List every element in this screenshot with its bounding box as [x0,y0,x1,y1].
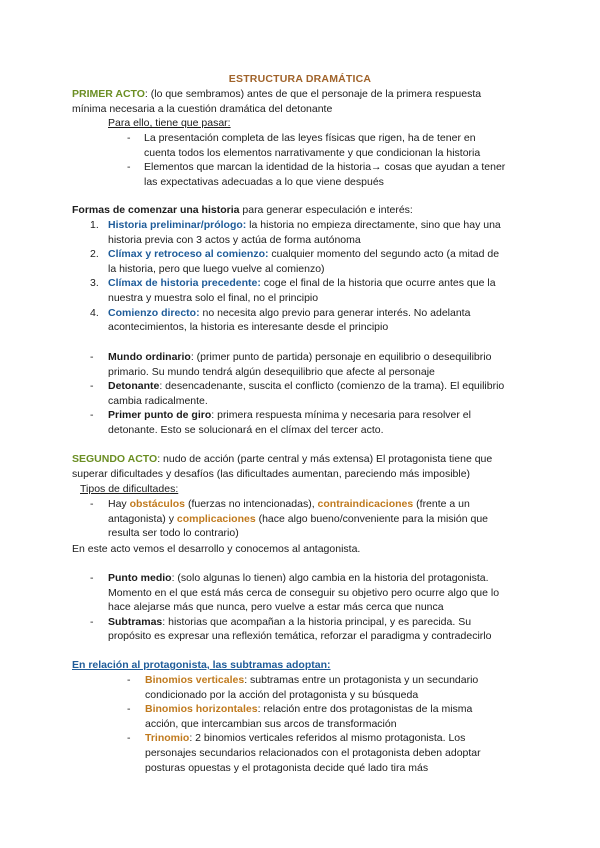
item-text: cualquier momento del segundo acto (a mitad de [268,248,500,261]
item-label: Clímax de historia precedente: [108,277,261,290]
primer-acto-section [72,87,542,116]
list-item [90,218,530,247]
item-label: Comienzo directo: [108,306,200,319]
item-text: Momento en el que está más cerca de conseguir su objetivo pero ocurre algo que lo [108,586,500,599]
item-text: : 2 binomios verticales referidos al mismo protagonista. Los [189,732,466,745]
item-text: antagonista) y [108,512,177,525]
item-text: : desencadenante, suscita el conflicto (comienzo de la trama). El equilibrio [159,380,505,393]
bullet-line: cuenta todos los elementos narrativamente y que condicionan la historia [144,146,481,159]
segundo-acto-subheading: Tipos de dificultades: [80,483,179,495]
item-text: cambia radicalmente. [108,394,208,407]
item-text: : relación entre dos protagonistas de la misma [257,703,473,716]
list-item: - Binomios horizontales: relación entre dos protagonistas de la misma acción, que intercambian sus arcos de transformación [127,702,547,731]
list-item: - Punto medio: (solo algunas lo tienen) algo cambia en la historia del protagonista. Momento en el que está más cerca de conseguir su objetivo pero ocurre algo que lo hace alejarse más que nunca, pero vuelve a estar más cerca que nunca [90,571,530,615]
term-obstaculos: obstáculos [129,498,186,510]
list-item: - Hay obstáculos (fuerzas no intencionadas), contraindicaciones (frente a un antagonista) y complicaciones (hace algo bueno/conveniente para la misión que resulta ser todo lo contrario) [90,497,530,541]
item-label: Subtramas [108,615,163,628]
subtramas-list [127,673,547,775]
list-item [90,306,530,335]
item-number: 2. [90,248,99,261]
item-text: : subtramas entre un protagonista y un secundario [244,674,479,686]
list-item: - Trinomio: 2 binomios verticales referidos al mismo protagonista. Los personajes secundarios relacionados con el protagonista deben adoptar posturas opuestas y el protagonista decide qué lado tira más [127,731,547,775]
list-item: - Mundo ordinario: (primer punto de partida) personaje en equilibrio o desequilibrio primario. Su mundo tendrá algún desequilibrio que afecte al personaje [90,350,530,379]
conceptos-list [90,350,530,438]
list-item: - Detonante: desencadenante, suscita el conflicto (comienzo de la trama). El equilibrio cambia radicalmente. [90,379,530,408]
item-label: Primer punto de giro [108,409,212,422]
bullet-line: las expectativas adecuadas a lo que viene después [144,175,384,188]
item-text: (hace algo bueno/conveniente para la misión que [255,512,488,525]
formas-list [90,218,530,335]
item-text: propósito es expresar una reflexión temática, reforzar el paradigma y contradecirlo [108,630,492,643]
list-item: - Binomios verticales: subtramas entre un protagonista y un secundario condicionado por la acción del protagonista y su búsqueda [127,673,547,702]
item-text: personajes secundarios relacionados con el protagonista deben adoptar [145,746,481,759]
term-contraindicaciones: contraindicaciones [317,498,414,510]
conceptos2-list [90,571,530,644]
item-text: nuestra y muestra solo el final, no el principio [108,291,319,304]
document-title: ESTRUCTURA DRAMÁTICA [228,73,372,85]
item-text: acontecimientos, la historia es interesante desde el principio [108,321,389,334]
list-item: - Elementos que marcan la identidad de la historia→ cosas que ayudan a tener las expectativas adecuadas a lo que viene después [127,160,547,189]
item-text: : historias que acompañan a la historia principal, y es parecida. Su [162,615,472,628]
item-label: Binomios verticales [145,674,245,686]
segundo-acto-section [72,452,552,481]
formas-heading [72,203,413,218]
formas-bold: Formas de comenzar una historia [72,204,240,216]
item-text: (fuerzas no intencionadas), [185,498,318,510]
item-text: resulta ser todo lo contrario) [108,527,239,540]
list-item [90,276,530,305]
item-text: primario. Su mundo tendrá algún desequilibrio que afecte al personaje [108,365,435,378]
item-text: : primera respuesta mínima y necesaria para resolver el [211,409,471,422]
segundo-acto-text-1: : nudo de acción (parte central y más extensa) El protagonista tiene que [157,453,493,465]
item-number: 3. [90,277,99,290]
item-label: Binomios horizontales [145,703,258,716]
item-label: Clímax y retroceso al comienzo: [108,248,269,261]
dificultades-bullet [90,497,530,541]
item-text: la historia, pero que luego vuelve al comienzo) [108,262,325,275]
primer-acto-text-1: : (lo que sembramos) antes de que el personaje de la primera respuesta [144,88,482,100]
segundo-acto-label: SEGUNDO ACTO [72,453,158,465]
list-item: - Subtramas: historias que acompañan a la historia principal, y es parecida. Su propósito es expresar una reflexión temática, reforzar el paradigma y contradecirlo [90,615,530,644]
item-number: 1. [90,219,99,231]
item-text: posturas opuestas y el protagonista decide qué lado tira más [145,761,429,774]
item-text: coge el final de la historia que ocurre antes que la [260,277,496,290]
item-text: : (primer punto de partida) personaje en equilibrio o desequilibrio [190,351,492,363]
item-text: historia previa con 3 actos y actúa de forma autónoma [108,233,361,246]
segundo-acto-text-2: superar dificultades y desafíos (las dificultades aumentan, pareciendo más imposible) [72,467,471,480]
item-text: hace alejarse más que nunca, pero vuelve a estar más cerca que nunca [108,601,444,614]
primer-acto-subheading: Para ello, tiene que pasar: [108,117,231,129]
subtramas-heading: En relación al protagonista, las subtramas adoptan: [72,659,331,671]
item-label: Mundo ordinario [108,351,191,363]
item-text: condicionado por la acción del protagonista y su búsqueda [145,688,419,701]
primer-acto-label: PRIMER ACTO [72,88,145,100]
item-number: 4. [90,306,99,319]
item-text: detonante. Esto se solucionará en el clímax del tercer acto. [108,423,384,436]
item-label: Trinomio [145,732,190,745]
item-text: Hay [108,498,130,510]
primer-acto-text-2: mínima necesaria a la cuestión dramática del detonante [72,102,333,115]
item-label: Historia preliminar/prólogo: [108,219,247,231]
primer-acto-bullets [127,131,547,189]
item-text: : (solo algunas lo tienen) algo cambia en la historia del protagonista. [171,572,489,584]
bullet-line: La presentación completa de las leyes físicas que rigen, ha de tener en [144,132,476,144]
item-label: Punto medio [108,572,172,584]
list-item: - Primer punto de giro: primera respuesta mínima y necesaria para resolver el detonante. Esto se solucionará en el clímax del tercer acto. [90,408,530,437]
item-text: no necesita algo previo para generar interés. No adelanta [199,306,471,319]
item-text: la historia no empieza directamente, sino que hay una [246,219,501,231]
bullet-line: Elementos que marcan la identidad de la historia→ cosas que ayudan a tener [144,161,506,174]
item-label: Detonante [108,380,160,393]
term-complicaciones: complicaciones [176,512,256,525]
segundo-acto-closing: En este acto vemos el desarrollo y conocemos al antagonista. [72,543,361,555]
formas-rest: para generar especulación e interés: [239,204,413,216]
item-text: acción, que intercambian sus arcos de transformación [145,717,397,730]
list-item [90,247,530,276]
item-text: (frente a un [413,498,470,510]
list-item: - La presentación completa de las leyes físicas que rigen, ha de tener en cuenta todos los elementos narrativamente y que condicionan la historia [127,131,547,160]
